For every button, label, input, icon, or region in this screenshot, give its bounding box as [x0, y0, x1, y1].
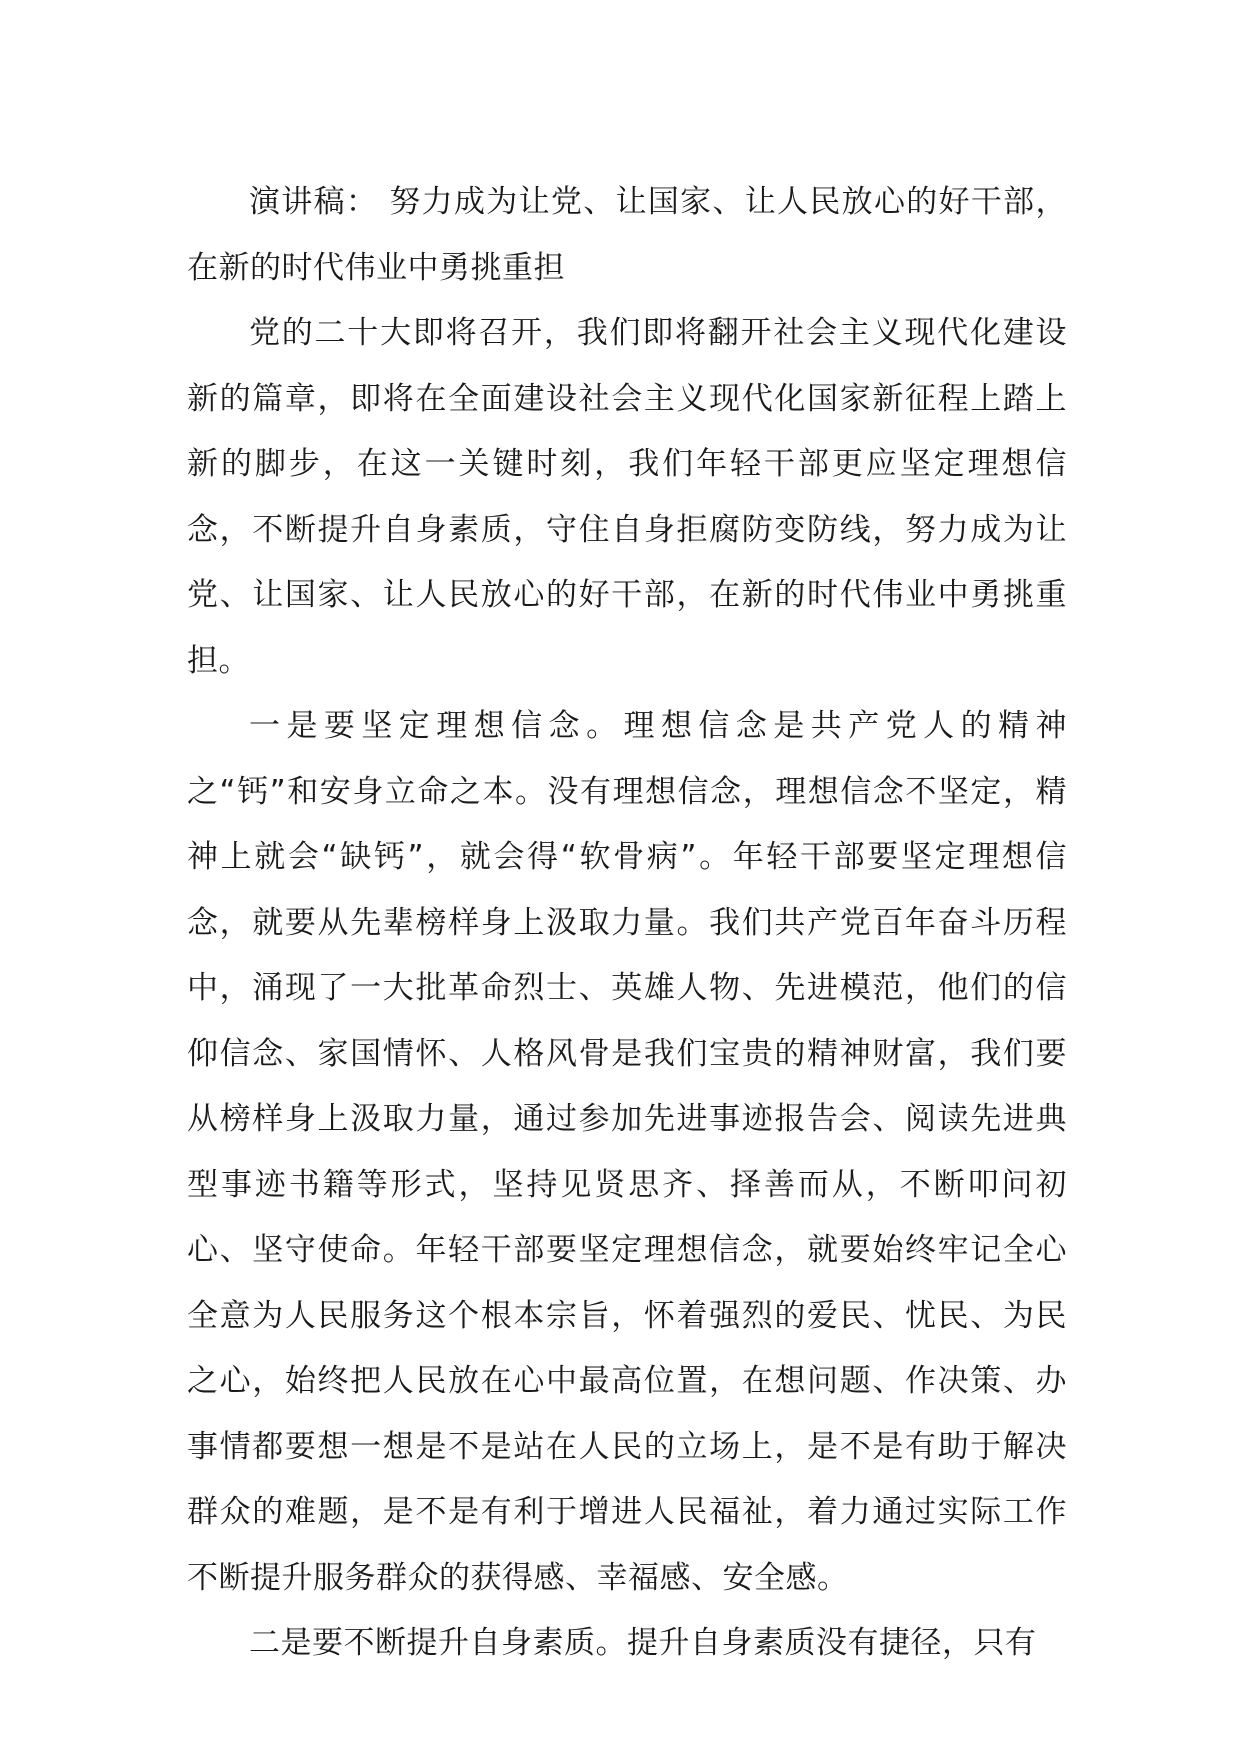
document-body: [187, 170, 1067, 1677]
paragraph-ideals: 一是要坚定理想信念。理想信念是共产党人的精神之“钙”和安身立命之本。没有理想信念，理想信念不坚定，精神上就会“缺钙”，就会得“软骨病”。年轻干部要坚定理想信念，就要从先辈榜样身上汲取力量。我们共产党百年奋斗历程中，涌现了一大批革命烈士、英雄人物、先进模范，他们的信仰信念、家国情怀、人格风骨是我们宝贵的精神财富，我们要从榜样身上汲取力量，通过参加先进事迹报告会、阅读先进典型事迹书籍等形式，坚持见贤思齐、择善而从，不断叩问初心、坚守使命。年轻干部要坚定理想信念，就要始终牢记全心全意为人民服务这个根本宗旨，怀着强烈的爱民、忧民、为民之心，始终把人民放在心中最高位置，在想问题、作决策、办事情都要想一想是不是站在人民的立场上，是不是有助于解决群众的难题，是不是有利于增进人民福祉，着力通过实际工作不断提升服务群众的获得感、幸福感、安全感。: [187, 708, 1067, 1596]
paragraph-quality: 二是要不断提升自身素质。提升自身素质没有捷径，只有: [249, 1625, 1037, 1661]
document-title: 演讲稿： 努力成为让党、让国家、让人民放心的好干部，在新的时代伟业中勇挑重担: [187, 184, 1067, 286]
paragraph-intro: 党的二十大即将召开，我们即将翻开社会主义现代化建设新的篇章，即将在全面建设社会主义现代化国家新征程上踏上新的脚步，在这一关键时刻，我们年轻干部更应坚定理想信念，不断提升自身素质，守住自身拒腐防变防线，努力成为让党、让国家、让人民放心的好干部，在新的时代伟业中勇挑重担。: [187, 315, 1067, 679]
